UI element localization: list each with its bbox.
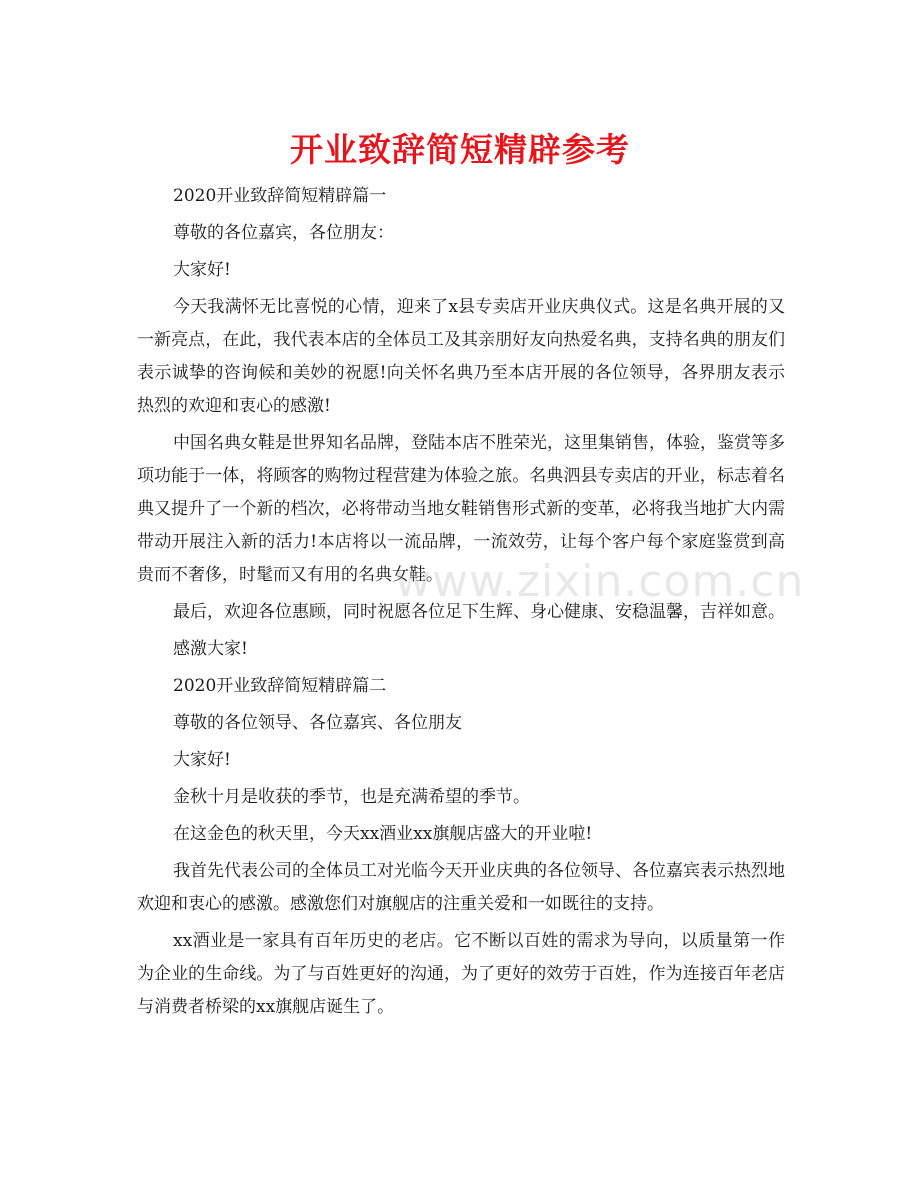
body-paragraph: xx酒业是一家具有百年历史的老店。它不断以百姓的需求为导向，以质量第一作为企业的生命线。为了与百姓更好的沟通，为了更好的效劳于百姓，作为连接百年老店与消费者桥梁的xx旗舰店诞生了。 <box>137 931 785 1017</box>
body-paragraph: 最后，欢迎各位惠顾，同时祝愿各位足下生辉、身心健康、安稳温馨，吉祥如意。 <box>173 602 785 622</box>
body-paragraph: 今天我满怀无比喜悦的心情，迎来了x县专卖店开业庆典仪式。这是名典开展的又一新亮点，在此，我代表本店的全体员工及其亲朋好友向热爱名典，支持名典的朋友们表示诚挚的咨询候和美妙的祝愿!向关怀名典乃至本店开展的各位领导，各界朋友表示热烈的欢迎和衷心的感激! <box>137 297 785 416</box>
section-heading-1: 2020开业致辞简短精辟篇一 <box>173 186 387 206</box>
greeting: 大家好! <box>173 260 231 280</box>
body-paragraph: 在这金色的秋天里，今天xx酒业xx旗舰店盛大的开业啦! <box>173 824 593 844</box>
greeting: 大家好! <box>173 750 231 770</box>
watermark: www.zixin.com.cn <box>395 556 805 607</box>
document-body <box>137 180 785 1028</box>
document-title: 开业致辞简短精辟参考 <box>290 130 630 169</box>
section-heading-2: 2020开业致辞简短精辟篇二 <box>173 676 387 696</box>
body-paragraph: 金秋十月是收获的季节，也是充满希望的季节。 <box>173 787 530 807</box>
closing-thanks: 感激大家! <box>173 639 248 659</box>
body-paragraph: 中国名典女鞋是世界知名品牌，登陆本店不胜荣光，这里集销售，体验，鉴赏等多项功能于一体，将顾客的购物过程营建为体验之旅。名典泗县专卖店的开业，标志着名典又提升了一个新的档次，必将带动当地女鞋销售形式新的变革，必将我当地扩大内需带动开展注入新的活力!本店将以一流品牌，一流效劳，让每个客户每个家庭鉴赏到高贵而不奢侈，时髦而又有用的名典女鞋。 <box>137 433 785 585</box>
body-paragraph: 我首先代表公司的全体员工对光临今天开业庆典的各位领导、各位嘉宾表示热烈地欢迎和衷心的感激。感激您们对旗舰店的注重关爱和一如既往的支持。 <box>137 861 785 914</box>
salutation: 尊敬的各位领导、各位嘉宾、各位朋友 <box>173 713 462 733</box>
salutation: 尊敬的各位嘉宾，各位朋友： <box>173 223 394 243</box>
